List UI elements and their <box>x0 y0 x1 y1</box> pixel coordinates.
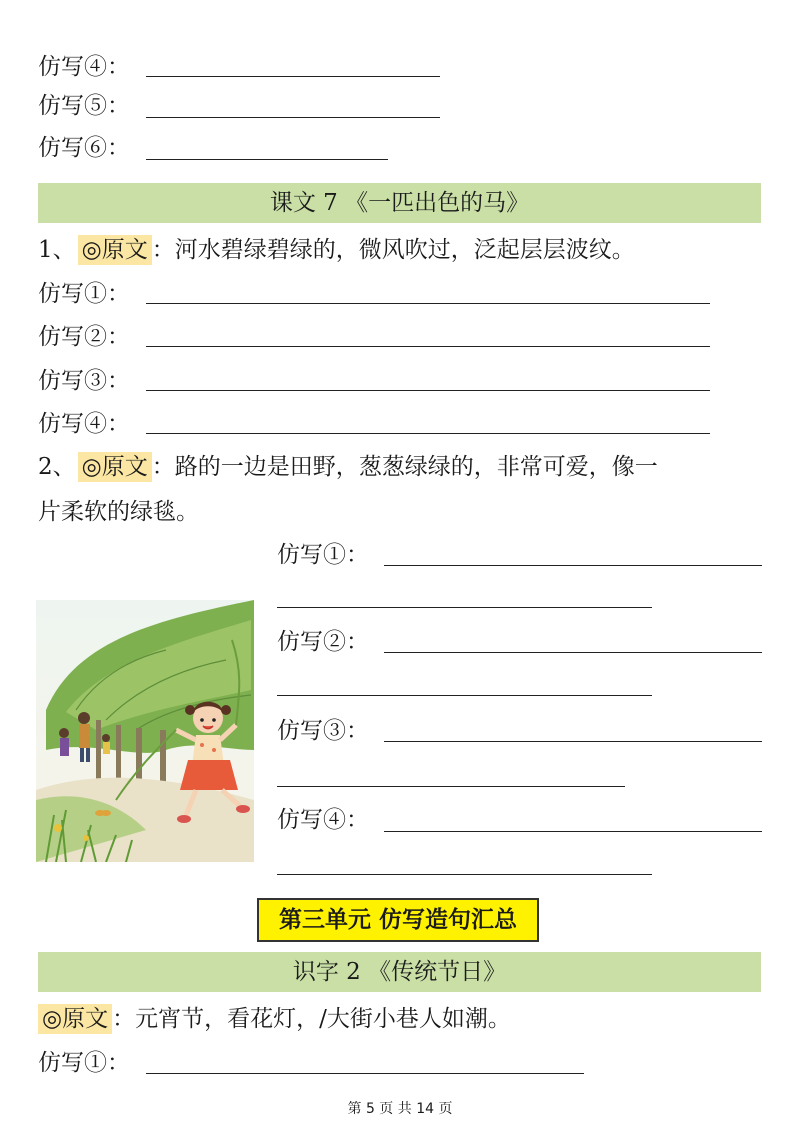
top-row-6 <box>38 133 130 163</box>
answer-line[interactable] <box>146 433 710 434</box>
answer-line[interactable] <box>384 741 762 742</box>
answer-line[interactable] <box>146 159 388 160</box>
answer-line[interactable] <box>146 346 710 347</box>
answer-line[interactable] <box>146 76 440 77</box>
original-tag: ◎原文 <box>78 235 152 265</box>
original-tag: ◎原文 <box>38 1004 112 1034</box>
imitation-label: 仿写③： <box>277 718 369 744</box>
shizi2-original <box>38 1004 511 1034</box>
q2-original-cont <box>38 497 199 527</box>
answer-line-continuation[interactable] <box>277 607 652 608</box>
answer-line[interactable] <box>146 117 440 118</box>
girl-in-field-illustration <box>36 600 254 862</box>
q2-original <box>38 452 658 482</box>
lesson7-title-band <box>38 183 761 223</box>
imitation-label: 仿写⑤： <box>38 93 130 119</box>
shizi2-title-band <box>38 952 761 992</box>
imitation-label: 仿写②： <box>38 324 130 350</box>
answer-line[interactable] <box>146 1073 584 1074</box>
imitation-label: 仿写②： <box>277 629 369 655</box>
q2-row-4 <box>277 805 369 835</box>
q1-row-1 <box>38 279 130 309</box>
imitation-label: 仿写④： <box>38 411 130 437</box>
answer-line[interactable] <box>146 303 710 304</box>
q1-original <box>38 235 635 265</box>
question-number: 2、 <box>38 454 76 480</box>
top-row-4 <box>38 52 130 82</box>
q2-row-3 <box>277 716 369 746</box>
answer-line[interactable] <box>384 565 762 566</box>
original-tag: ◎原文 <box>78 452 152 482</box>
lesson7-title: 课文 7 《一匹出色的马》 <box>269 190 530 216</box>
answer-line-continuation[interactable] <box>277 874 652 875</box>
q1-row-2 <box>38 322 130 352</box>
q1-row-4 <box>38 409 130 439</box>
q1-row-3 <box>38 366 130 396</box>
shizi2-title: 识字 2 《传统节日》 <box>292 959 507 985</box>
imitation-label: 仿写③： <box>38 368 130 394</box>
page-footer: 第 5 页 共 14 页 <box>347 1101 453 1117</box>
answer-line-continuation[interactable] <box>277 786 625 787</box>
unit-title: 第三单元 仿写造句汇总 <box>257 898 539 942</box>
imitation-label: 仿写①： <box>277 542 369 568</box>
answer-line[interactable] <box>384 831 762 832</box>
answer-line-continuation[interactable] <box>277 695 652 696</box>
answer-line[interactable] <box>146 390 710 391</box>
original-text: ：河水碧绿碧绿的，微风吹过，泛起层层波纹。 <box>151 237 635 263</box>
imitation-label: 仿写⑥： <box>38 135 130 161</box>
imitation-label: 仿写①： <box>38 1050 130 1076</box>
imitation-label: 仿写①： <box>38 281 130 307</box>
original-text: ：路的一边是田野，葱葱绿绿的，非常可爱，像一 <box>151 454 658 480</box>
shizi2-row-1 <box>38 1048 130 1078</box>
q2-row-1 <box>277 540 369 570</box>
top-row-5 <box>38 91 130 121</box>
original-text: ：元宵节，看花灯，/大街小巷人如潮。 <box>112 1006 511 1032</box>
answer-line[interactable] <box>384 652 762 653</box>
original-text: 片柔软的绿毯。 <box>38 499 199 525</box>
q2-row-2 <box>277 627 369 657</box>
imitation-label: 仿写④： <box>277 807 369 833</box>
imitation-label: 仿写④： <box>38 54 130 80</box>
question-number: 1、 <box>38 237 76 263</box>
